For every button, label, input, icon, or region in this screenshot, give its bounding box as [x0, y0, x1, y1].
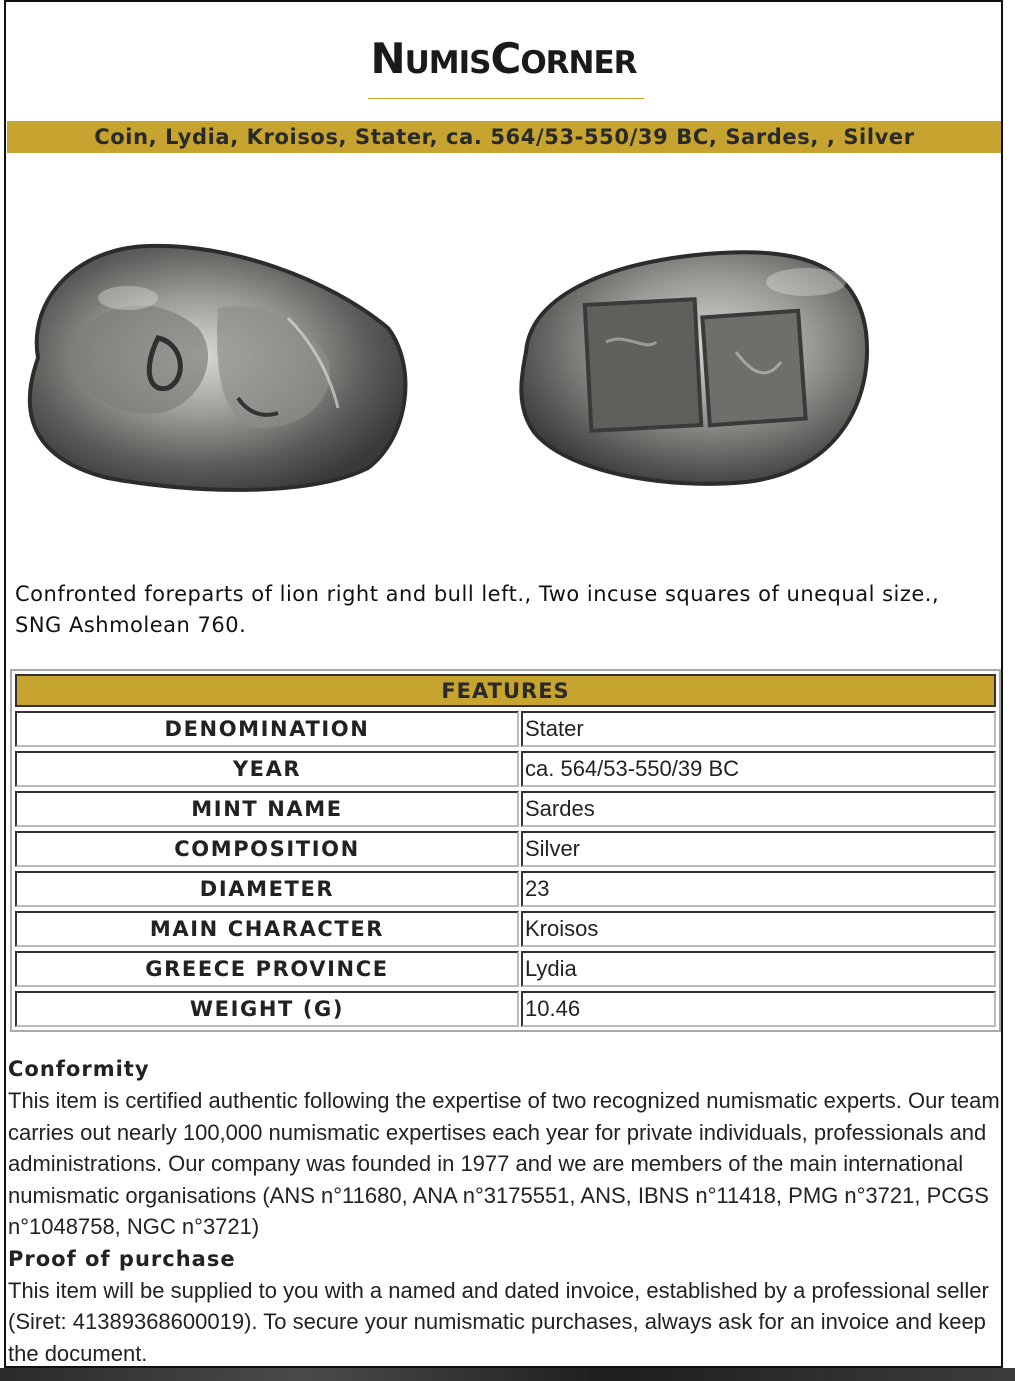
bottom-edge-strip	[0, 1368, 1015, 1381]
feature-key: YEAR	[15, 751, 519, 787]
table-row	[15, 751, 996, 787]
feature-value: 23	[521, 871, 996, 907]
proof-of-purchase-text: This item will be supplied to you with a named and dated invoice, established by a professional seller (Siret: 41389368600019). To secure your numismatic purchases, always ask for an invoice and keep the document.	[8, 1277, 989, 1366]
logo-underline	[368, 98, 644, 99]
table-row	[15, 791, 996, 827]
coin-reverse-image	[506, 242, 876, 498]
feature-key: MINT NAME	[15, 791, 519, 827]
numiscorner-logo: NUMISCORNER	[370, 34, 637, 83]
table-row	[15, 711, 996, 747]
product-title: Coin, Lydia, Kroisos, Stater, ca. 564/53-550/39 BC, Sardes, , Silver	[7, 121, 1002, 153]
coin-description: Confronted foreparts of lion right and bull left., Two incuse squares of unequal size., SNG Ashmolean 760.	[15, 582, 940, 637]
feature-key: COMPOSITION	[15, 831, 519, 867]
feature-key: MAIN CHARACTER	[15, 911, 519, 947]
feature-key: DIAMETER	[15, 871, 519, 907]
feature-value: Kroisos	[521, 911, 996, 947]
proof-of-purchase-heading: Proof of purchase	[8, 1246, 236, 1271]
conformity-heading: Conformity	[8, 1057, 150, 1081]
coin-obverse-image	[8, 238, 412, 498]
feature-value: Silver	[521, 831, 996, 867]
feature-value: Lydia	[521, 951, 996, 987]
feature-value: Stater	[521, 711, 996, 747]
feature-value: ca. 564/53-550/39 BC	[521, 751, 996, 787]
table-row	[15, 951, 996, 987]
conformity-text: This item is certified authentic following the expertise of two recognized numismatic experts. Our team carries out nearly 100,000 numismatic expertises each year for private individuals, professionals and administrations. Our company was founded in 1977 and we are members of the main international numismatic organisations (ANS n°11680, ANA n°3175551, ANS, IBNS n°11418, PMG n°3721, PCGS n°1048758, NGC n°3721)	[8, 1088, 1000, 1239]
product-sheet	[4, 0, 1003, 1368]
table-row	[15, 831, 996, 867]
features-table	[10, 669, 1001, 1032]
table-row	[15, 911, 996, 947]
table-row	[15, 991, 996, 1027]
feature-key: GREECE PROVINCE	[15, 951, 519, 987]
feature-value: 10.46	[521, 991, 996, 1027]
conformity-section	[8, 1053, 1001, 1368]
feature-value: Sardes	[521, 791, 996, 827]
table-row	[15, 871, 996, 907]
features-heading: FEATURES	[15, 674, 996, 707]
feature-key: DENOMINATION	[15, 711, 519, 747]
feature-key: WEIGHT (G)	[15, 991, 519, 1027]
